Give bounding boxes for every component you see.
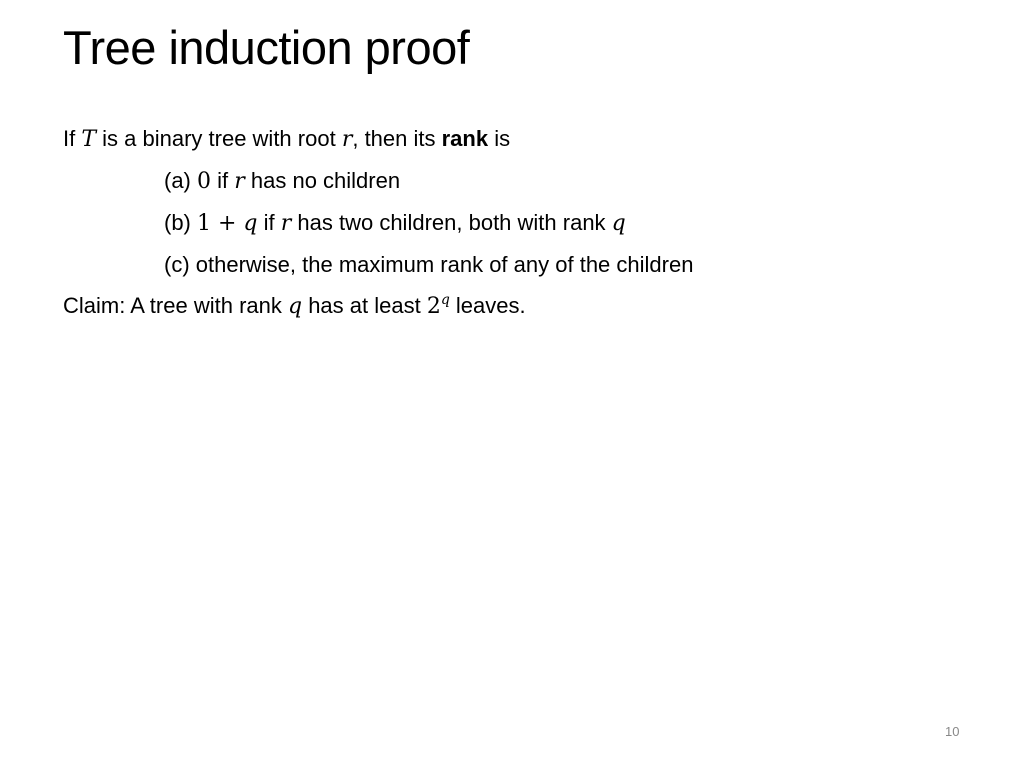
math-zero: 0	[197, 169, 211, 194]
text: (c) otherwise, the maximum rank of any of the children	[164, 252, 694, 277]
text: has no children	[244, 168, 401, 193]
text: is a binary tree with root	[96, 126, 342, 151]
text: has two children, both with rank	[291, 210, 612, 235]
rank-case-a	[63, 160, 693, 202]
text: has at least	[302, 293, 427, 318]
math-q: q	[611, 211, 626, 236]
rank-term: rank	[441, 126, 489, 151]
rank-definition-intro	[63, 118, 693, 160]
math-one-plus: 1 +	[197, 211, 244, 236]
page-number: 10	[945, 724, 960, 739]
power-base: 2	[426, 294, 441, 319]
text: is	[488, 126, 511, 151]
math-q: q	[243, 211, 258, 236]
text: if	[211, 168, 235, 193]
math-two-power-q	[427, 294, 450, 319]
text: if	[257, 210, 281, 235]
text: , then its	[352, 126, 442, 151]
text: (a)	[164, 168, 197, 193]
text: If	[63, 126, 82, 151]
text: Claim: A tree with rank	[63, 293, 288, 318]
claim	[63, 285, 693, 327]
slide-title: Tree induction proof	[63, 21, 470, 74]
math-r: r	[234, 169, 245, 194]
slide-body	[63, 118, 693, 327]
math-T: T	[81, 127, 97, 152]
math-r: r	[341, 127, 353, 152]
power-exponent: q	[440, 292, 450, 308]
text: (b)	[164, 210, 197, 235]
rank-case-c	[63, 244, 693, 285]
rank-case-b	[63, 202, 693, 244]
text: leaves.	[449, 293, 526, 318]
math-r: r	[280, 211, 292, 236]
math-q: q	[287, 294, 303, 319]
